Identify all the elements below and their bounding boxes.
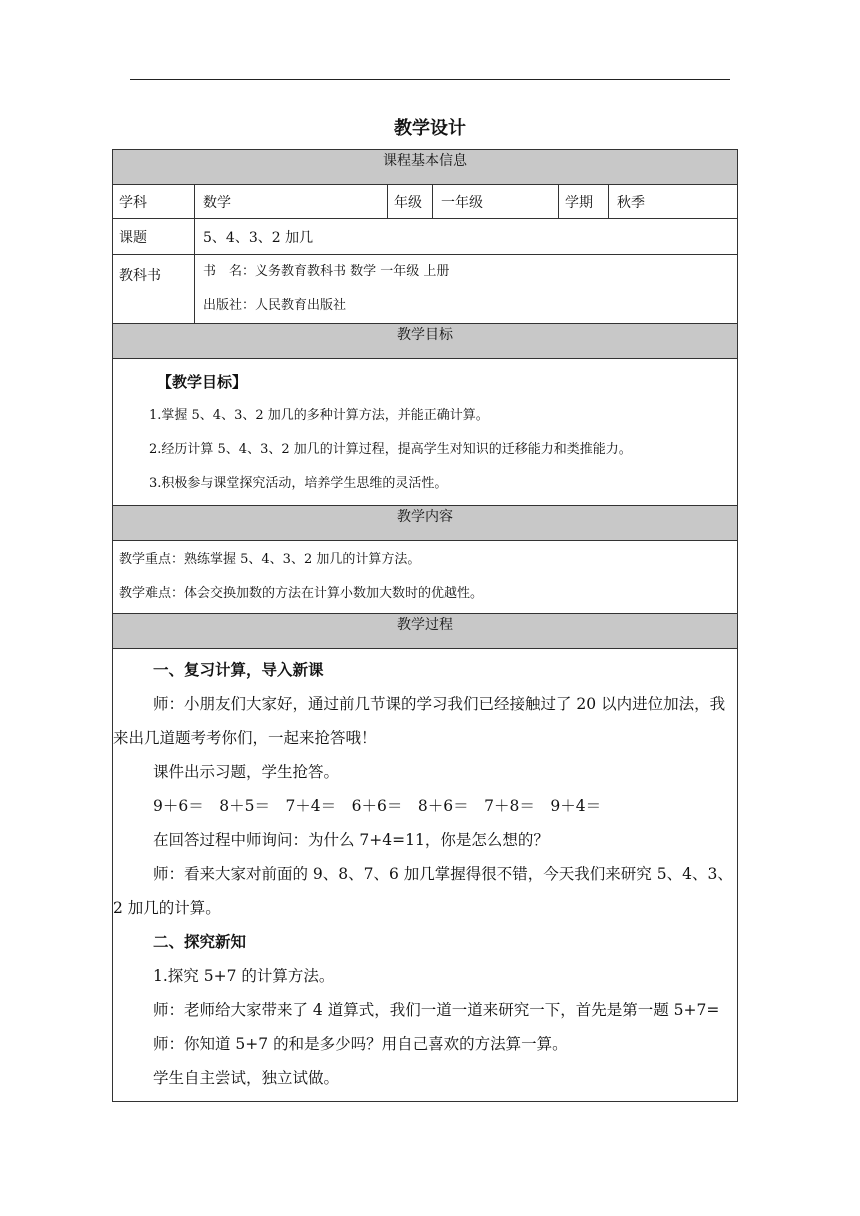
- term-value: 秋季: [609, 185, 738, 219]
- content-row: [113, 541, 738, 614]
- process-paragraph: 师：你知道 5+7 的和是多少吗？用自己喜欢的方法算一算。: [153, 1035, 568, 1053]
- objectives-cell: [113, 359, 738, 506]
- process-row: [113, 649, 738, 1102]
- process-paragraph: 学生自主尝试，独立试做。: [153, 1069, 340, 1087]
- section-header-objectives: [113, 324, 738, 359]
- section-title: 教学内容: [113, 506, 738, 541]
- objective-item: 2.经历计算 5、4、3、2 加几的计算过程，提高学生对知识的迁移能力和类推能力。: [149, 442, 632, 457]
- subject-value: 数学: [195, 185, 388, 219]
- lesson-plan-table: [112, 149, 738, 1102]
- process-paragraph: 1.探究 5+7 的计算方法。: [153, 967, 335, 985]
- process-paragraph: 师：小朋友们大家好，通过前几节课的学习我们已经接触过了 20 以内进位加法，我来出几道题考考你们，一起来抢答哦！: [113, 695, 726, 747]
- header-rule: [130, 79, 730, 80]
- section-header-process: [113, 614, 738, 649]
- content-cell: [113, 541, 738, 614]
- process-paragraph: 在回答过程中师询问：为什么 7+4=11，你是怎么想的？: [153, 831, 549, 849]
- process-paragraph: 师：看来大家对前面的 9、8、7、6 加几掌握得很不错，今天我们来研究 5、4、3、2 加几的计算。: [113, 865, 733, 917]
- textbook-title: 书 名：义务教育教科书 数学 一年级 上册: [203, 264, 450, 279]
- section-title: 教学目标: [113, 324, 738, 359]
- process-subheading: 二、探究新知: [153, 933, 247, 951]
- topic-label: 课题: [113, 219, 195, 255]
- grade-label: 年级: [388, 185, 433, 219]
- objective-item: 3.积极参与课堂探究活动，培养学生思维的灵活性。: [149, 476, 448, 491]
- section-header-content: [113, 506, 738, 541]
- section-title: 教学过程: [113, 614, 738, 649]
- process-cell: [113, 649, 738, 1102]
- process-subheading: 一、复习计算，导入新课: [153, 661, 324, 679]
- term-label: 学期: [559, 185, 609, 219]
- objective-item: 1.掌握 5、4、3、2 加几的多种计算方法，并能正确计算。: [149, 408, 489, 423]
- objectives-row: [113, 359, 738, 506]
- key-point: 教学重点：熟练掌握 5、4、3、2 加几的计算方法。: [119, 552, 421, 567]
- topic-row: [113, 219, 738, 255]
- topic-value: 5、4、3、2 加几: [195, 219, 738, 255]
- objectives-heading: 【教学目标】: [157, 373, 248, 391]
- process-paragraph: 师：老师给大家带来了 4 道算式，我们一道一道来研究一下，首先是第一题 5+7=: [153, 1001, 720, 1019]
- process-paragraph: 课件出示习题，学生抢答。: [153, 763, 340, 781]
- textbook-row: [113, 255, 738, 324]
- difficulty-point: 教学难点：体会交换加数的方法在计算小数加大数时的优越性。: [119, 586, 484, 601]
- grade-value: 一年级: [433, 185, 559, 219]
- basic-info-row: [113, 185, 738, 219]
- textbook-publisher: 出版社：人民教育出版社: [203, 298, 347, 313]
- textbook-label: 教科书: [113, 255, 195, 324]
- section-header-basic-info: [113, 150, 738, 185]
- exercise-list: 9＋6＝ 8＋5＝ 7＋4＝ 6＋6＝ 8＋6＝ 7＋8＝ 9＋4＝: [153, 797, 602, 815]
- document-title: 教学设计: [394, 118, 466, 139]
- section-title: 课程基本信息: [113, 150, 738, 185]
- textbook-info: [195, 255, 738, 324]
- subject-label: 学科: [113, 185, 195, 219]
